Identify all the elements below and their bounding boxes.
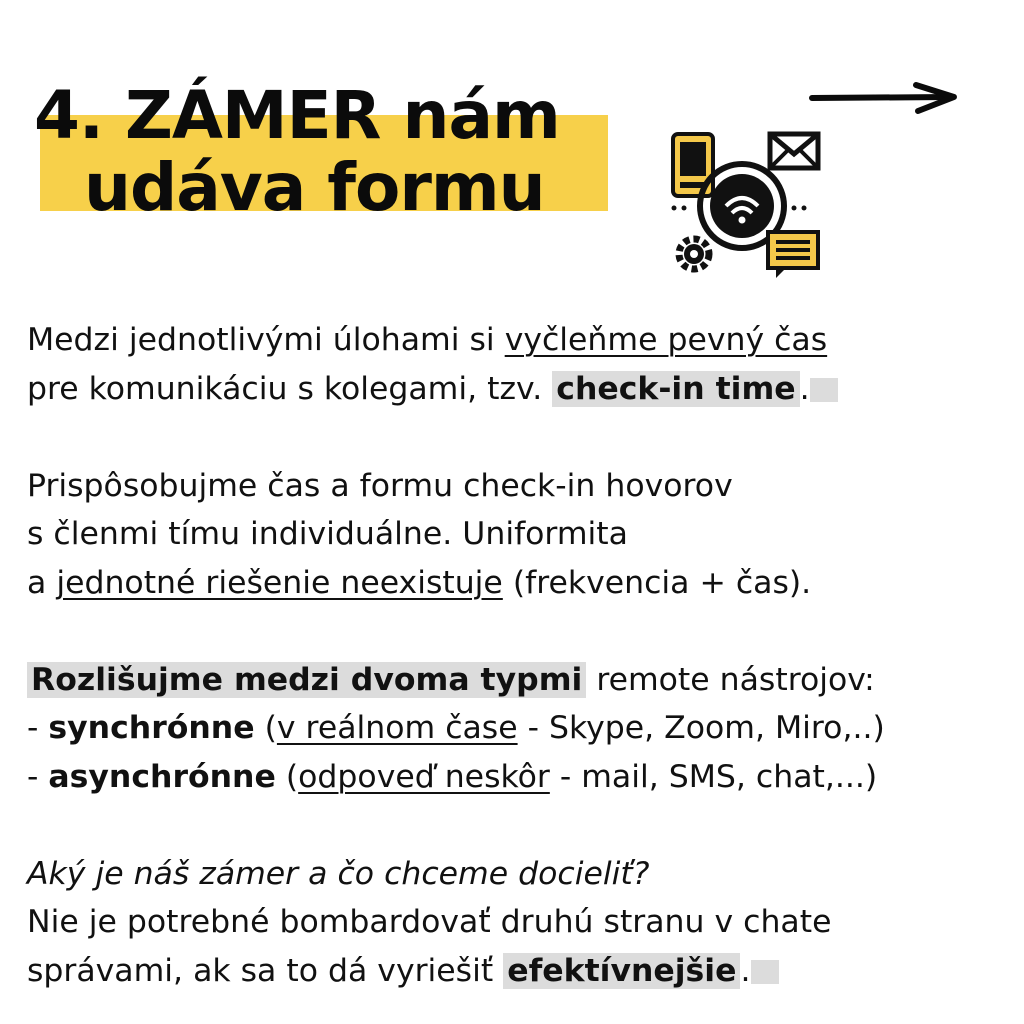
highlighted-text: efektívnejšie <box>503 953 740 989</box>
text: pre komunikáciu s kolegami, tzv. <box>27 370 553 407</box>
title-line-1: 4. ZÁMER nám <box>34 77 560 154</box>
highlight-tail <box>751 960 779 984</box>
paragraph-adapt-line-2: s členmi tímu individuálne. Uniformita <box>27 516 628 552</box>
paragraph-adapt-line-1: Prispôsobujme čas a formu check-in hovorov <box>27 467 733 504</box>
paragraph-checkin-1 <box>27 316 1007 365</box>
text: Medzi jednotlivými úlohami si <box>27 322 505 358</box>
bold-text: asynchrónne <box>48 758 276 795</box>
paragraph-checkin-2 <box>27 365 1007 414</box>
text: . <box>740 952 751 989</box>
highlight-tail <box>810 378 838 402</box>
arrow-right-icon <box>808 80 963 120</box>
text: - Skype, Zoom, Miro,..) <box>517 710 885 746</box>
highlighted-text: check-in time <box>552 371 799 407</box>
text: ( <box>254 710 277 746</box>
highlighted-text: Rozlišujme medzi dvoma typmi <box>27 662 586 698</box>
body-content <box>27 316 1007 995</box>
question-text: Aký je náš zámer a čo chceme docieliť? <box>27 855 650 892</box>
text: - <box>27 758 49 795</box>
list-item-asynchronous <box>27 753 1007 802</box>
title-line-2: udáva formu <box>84 149 545 226</box>
paragraph-tools-heading <box>27 656 1007 705</box>
text: ( <box>275 758 299 795</box>
text: a <box>27 564 57 601</box>
communication-devices-icon <box>660 128 825 278</box>
text: . <box>799 370 810 407</box>
text: - <box>27 710 49 746</box>
text: správami, ak sa to dá vyriešiť <box>27 952 504 989</box>
text: remote nástrojov: <box>586 661 875 698</box>
underlined-text: odpoveď neskôr <box>298 758 550 795</box>
paragraph-final-line-1: Nie je potrebné bombardovať druhú stranu v chate <box>27 904 832 940</box>
underlined-text: jednotné riešenie neexistuje <box>56 564 503 601</box>
list-item-synchronous <box>27 704 1007 753</box>
page-title <box>34 77 560 226</box>
bold-text: synchrónne <box>48 710 255 746</box>
underlined-text: v reálnom čase <box>276 710 518 746</box>
paragraph-final-line-2 <box>27 947 1007 996</box>
paragraph-adapt-line-3 <box>27 559 1007 608</box>
text: - mail, SMS, chat,...) <box>549 758 878 795</box>
underlined-text: vyčleňme pevný čas <box>504 322 828 358</box>
text: (frekvencia + čas). <box>502 564 812 601</box>
